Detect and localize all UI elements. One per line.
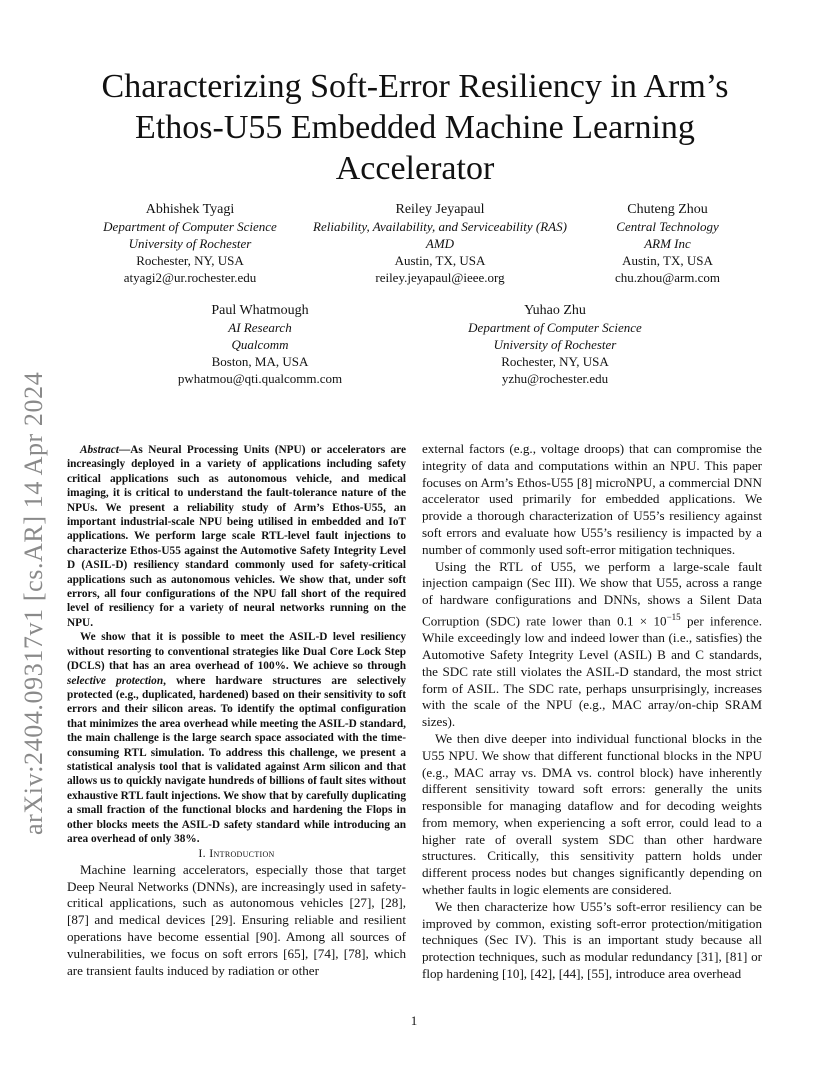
author-name: Abhishek Tyagi	[145, 202, 235, 217]
section-heading: I. Introduction	[198, 846, 275, 861]
author-email: chu.zhou@arm.com	[614, 270, 721, 285]
author-location: Boston, MA, USA	[211, 354, 309, 369]
intro-paragraph-1: Machine learning accelerators, especially those that target Deep Neural Networks (DNNs), are increasingly used in safety-critical applications, such as autonomous vehicles [27], [28], [87] and medical devices [29]. Ensuring reliable and resilient operations have become essential [90]. Among all sources of vulnerabilities, we focus on soft errors [65], [74], [78], which are transient faults induced by radiation or other	[67, 861, 406, 978]
author-dept: Central Technology	[616, 219, 719, 234]
author-dept: Department of Computer Science	[103, 219, 277, 234]
paper-title: Characterizing Soft-Error Resiliency in Arm’s Ethos-U55 Embedded Machine Learning Accelerator	[101, 68, 729, 187]
author-location: Austin, TX, USA	[622, 253, 713, 268]
intro-paragraph-3: We then dive deeper into individual functional blocks in the U55 NPU. We show that different functional blocks in the NPU (e.g., MAC array vs. DMA vs. control block) have inherently different sensitivity toward soft errors: generally the units responsible for managing dataflow and for decoding weights from memory, when experiencing a soft error, could lead to a higher rate of overall system SDC than other hardware structures. Critically, this sensitivity pattern holds under different process nodes but changes significantly depending on whether faults in logic elements are considered.	[422, 730, 762, 898]
intro-paragraph-cont: external factors (e.g., voltage droops) that can compromise the integrity of data and computations within an NPU. This paper focuses on Arm’s Ethos-U55 [8] microNPU, a commercial DNN accelerator used primarily for embedded applications. We provide a thorough characterization of U55’s resiliency against soft errors and evaluate how U55’s resiliency is impacted by a number of commonly used soft-error mitigation techniques.	[422, 441, 762, 557]
abstract	[67, 443, 406, 846]
author-block-2	[300, 201, 580, 286]
author-org: AMD	[425, 236, 455, 251]
abstract-paragraph-2	[67, 630, 406, 846]
author-location: Rochester, NY, USA	[501, 354, 609, 369]
author-org: University of Rochester	[128, 236, 252, 251]
arxiv-identifier: arXiv:2404.09317v1 [cs.AR] 14 Apr 2024	[19, 371, 48, 835]
math-exponent: −15	[666, 611, 681, 622]
left-column	[67, 443, 406, 979]
author-org: Qualcomm	[231, 337, 289, 352]
paragraph-text: Using the RTL of U55, we perform a large-scale fault injection campaign (Sec III). We show that U55, across a range of hardware configurations and DNNs, shows a Silent Data Corruption (SDC) rate lower than	[422, 558, 762, 629]
author-block-4	[160, 302, 360, 387]
abstract-text: —As Neural Processing Units (NPU) or accelerators are increasingly deployed in a variety of applications including safety critical applications such as autonomous vehicle, and medical imaging, it is critical to understand the fault-tolerance nature of the NPUs. We present a reliability study of Arm’s Ethos-U55, an important industrial-scale NPU being utilised in embedded and IoT applications. We perform large scale RTL-level fault injections to characterize Ethos-U55 against the Automotive Safety Integrity Level D (ASIL-D) resiliency standard commonly used for safety-critical applications such as autonomous vehicles. We show that, under soft errors, all four configurations of the NPU fall short of the required level of resiliency for a variety of neural networks running on the NPU.	[67, 444, 406, 629]
author-email: atyagi2@ur.rochester.edu	[123, 270, 257, 285]
author-name: Reiley Jeyapaul	[395, 202, 485, 217]
author-block-5	[450, 302, 660, 387]
author-name: Paul Whatmough	[211, 303, 309, 318]
author-dept: AI Research	[228, 320, 292, 335]
page-number: 1	[410, 1013, 418, 1028]
abstract-paragraph-1	[67, 443, 406, 630]
author-block-1	[80, 201, 300, 286]
author-name: Chuteng Zhou	[627, 202, 708, 217]
right-column	[422, 441, 762, 983]
abstract-emphasis: selective protection	[67, 674, 164, 687]
author-name: Yuhao Zhu	[524, 303, 586, 318]
author-block-3	[580, 201, 755, 286]
abstract-label: Abstract	[80, 444, 119, 456]
paragraph-text: per inference. While exceedingly low and indeed lower than (i.e., satisfies) the Automotive Safety Integrity Level (ASIL) B and C standards, the SDC rate still violates the ASIL-D standard, the most strict form of ASIL. The SDC rate, perhaps unsurprisingly, increases with the scale of the NPU (e.g., MAC array/on-chip SRAM sizes).	[422, 613, 762, 730]
intro-paragraph-4: We then characterize how U55’s soft-error resiliency can be improved by common, existing soft-error protection/mitigation techniques (Sec IV). This is an important study because all protection techniques, such as modular redundancy [31], [81] or flop hardening [10], [42], [44], [55], introduce area overhead	[422, 898, 762, 982]
author-email: yzhu@rochester.edu	[501, 371, 609, 386]
author-email: pwhatmou@qti.qualcomm.com	[177, 371, 343, 386]
author-location: Austin, TX, USA	[394, 253, 486, 268]
author-dept: Department of Computer Science	[468, 320, 642, 335]
author-org: University of Rochester	[493, 337, 617, 352]
author-dept: Reliability, Availability, and Serviceability (RAS)	[313, 219, 567, 234]
author-email: reiley.jeyapaul@ieee.org	[375, 270, 505, 285]
math-expression: 0.1 × 10	[617, 613, 667, 629]
abstract-text: , where hardware structures are selectively protected (e.g., duplicated, hardened) based on their sensitivity to soft errors and their silicon areas. To identify the optimal configuration that minimizes the area overhead while meeting the ASIL-D standard, the main challenge is the large search space associated with the time-consuming RTL simulation. To address this challenge, we present a statistical analysis tool that is validated against Arm silicon and that allows us to quickly navigate hundreds of billions of fault sites without exhaustive RTL fault injections. We show that by carefully duplicating a small fraction of the functional blocks and hardening the Flops in other blocks meets the ASIL-D safety standard while introducing an area overhead of only 38%.	[67, 674, 406, 845]
abstract-text: We show that it is possible to meet the ASIL-D level resiliency without resorting to conventional strategies like Dual Core Lock Step (DCLS) that has an area overhead of 100%. We achieve so through	[67, 631, 406, 673]
intro-paragraph-2	[422, 559, 762, 731]
author-location: Rochester, NY, USA	[136, 253, 244, 268]
author-org: ARM Inc	[644, 236, 691, 251]
